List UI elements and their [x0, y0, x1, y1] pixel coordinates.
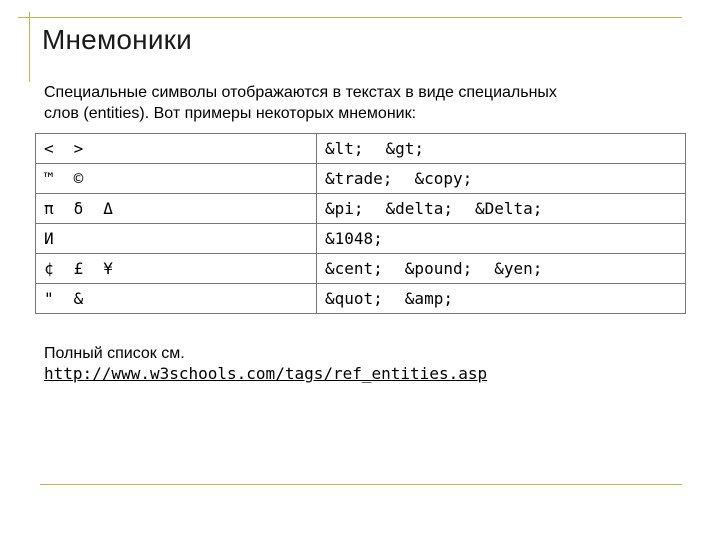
footer-text: Полный список см. [44, 345, 185, 362]
symbol: Δ [103, 199, 113, 218]
intro-line-2: слов (entities). Вот примеры некоторых мнемоник: [44, 105, 417, 122]
symbol: < [44, 139, 54, 158]
symbol: ¥ [103, 259, 113, 278]
symbols-cell [36, 224, 317, 254]
symbol: ¢ [44, 259, 54, 278]
mnemonic: &pi; [325, 199, 364, 218]
footer-note [44, 344, 487, 385]
entities-table [35, 133, 686, 314]
symbol: £ [73, 259, 84, 278]
symbols-cell [36, 194, 317, 224]
mnemonic: &trade; [325, 169, 393, 188]
table-row [36, 224, 686, 254]
mnemonic: &gt; [385, 139, 425, 158]
left-accent-line [29, 12, 30, 82]
table-row [36, 164, 686, 194]
mnemonic: &lt; [325, 139, 364, 158]
mnemonics-cell [317, 164, 686, 194]
top-divider [18, 17, 682, 18]
symbol: © [73, 169, 84, 188]
table-row [36, 194, 686, 224]
intro-paragraph [44, 82, 664, 124]
table-row [36, 284, 686, 314]
mnemonic: &copy; [414, 169, 473, 188]
mnemonics-cell [317, 134, 686, 164]
mnemonic: &pound; [404, 259, 473, 278]
mnemonic: &cent; [325, 259, 383, 278]
symbols-cell [36, 134, 317, 164]
symbol: > [73, 139, 84, 158]
slide-title: Мнемоники [42, 24, 192, 55]
mnemonic: &quot; [325, 289, 383, 308]
symbols-cell [36, 164, 317, 194]
symbol: И [44, 229, 54, 248]
reference-link[interactable]: http://www.w3schools.com/tags/ref_entities.asp [44, 364, 488, 383]
symbol: & [73, 289, 84, 308]
symbol: π [44, 199, 54, 218]
mnemonic: &yen; [494, 259, 543, 278]
symbols-cell [36, 254, 317, 284]
bottom-divider [40, 484, 682, 485]
table-row [36, 134, 686, 164]
mnemonic: &1048; [325, 229, 383, 248]
symbol: ™ [44, 169, 54, 188]
mnemonics-cell [317, 254, 686, 284]
mnemonics-cell [317, 284, 686, 314]
mnemonic: &Delta; [474, 199, 543, 218]
intro-line-1: Специальные символы отображаются в текстах в виде специальных [44, 84, 557, 101]
symbol: " [44, 289, 54, 308]
symbols-cell [36, 284, 317, 314]
table-row [36, 254, 686, 284]
mnemonic: &delta; [385, 199, 453, 218]
symbol: δ [73, 199, 84, 218]
mnemonics-cell [317, 194, 686, 224]
mnemonic: &amp; [404, 289, 453, 308]
mnemonics-cell [317, 224, 686, 254]
